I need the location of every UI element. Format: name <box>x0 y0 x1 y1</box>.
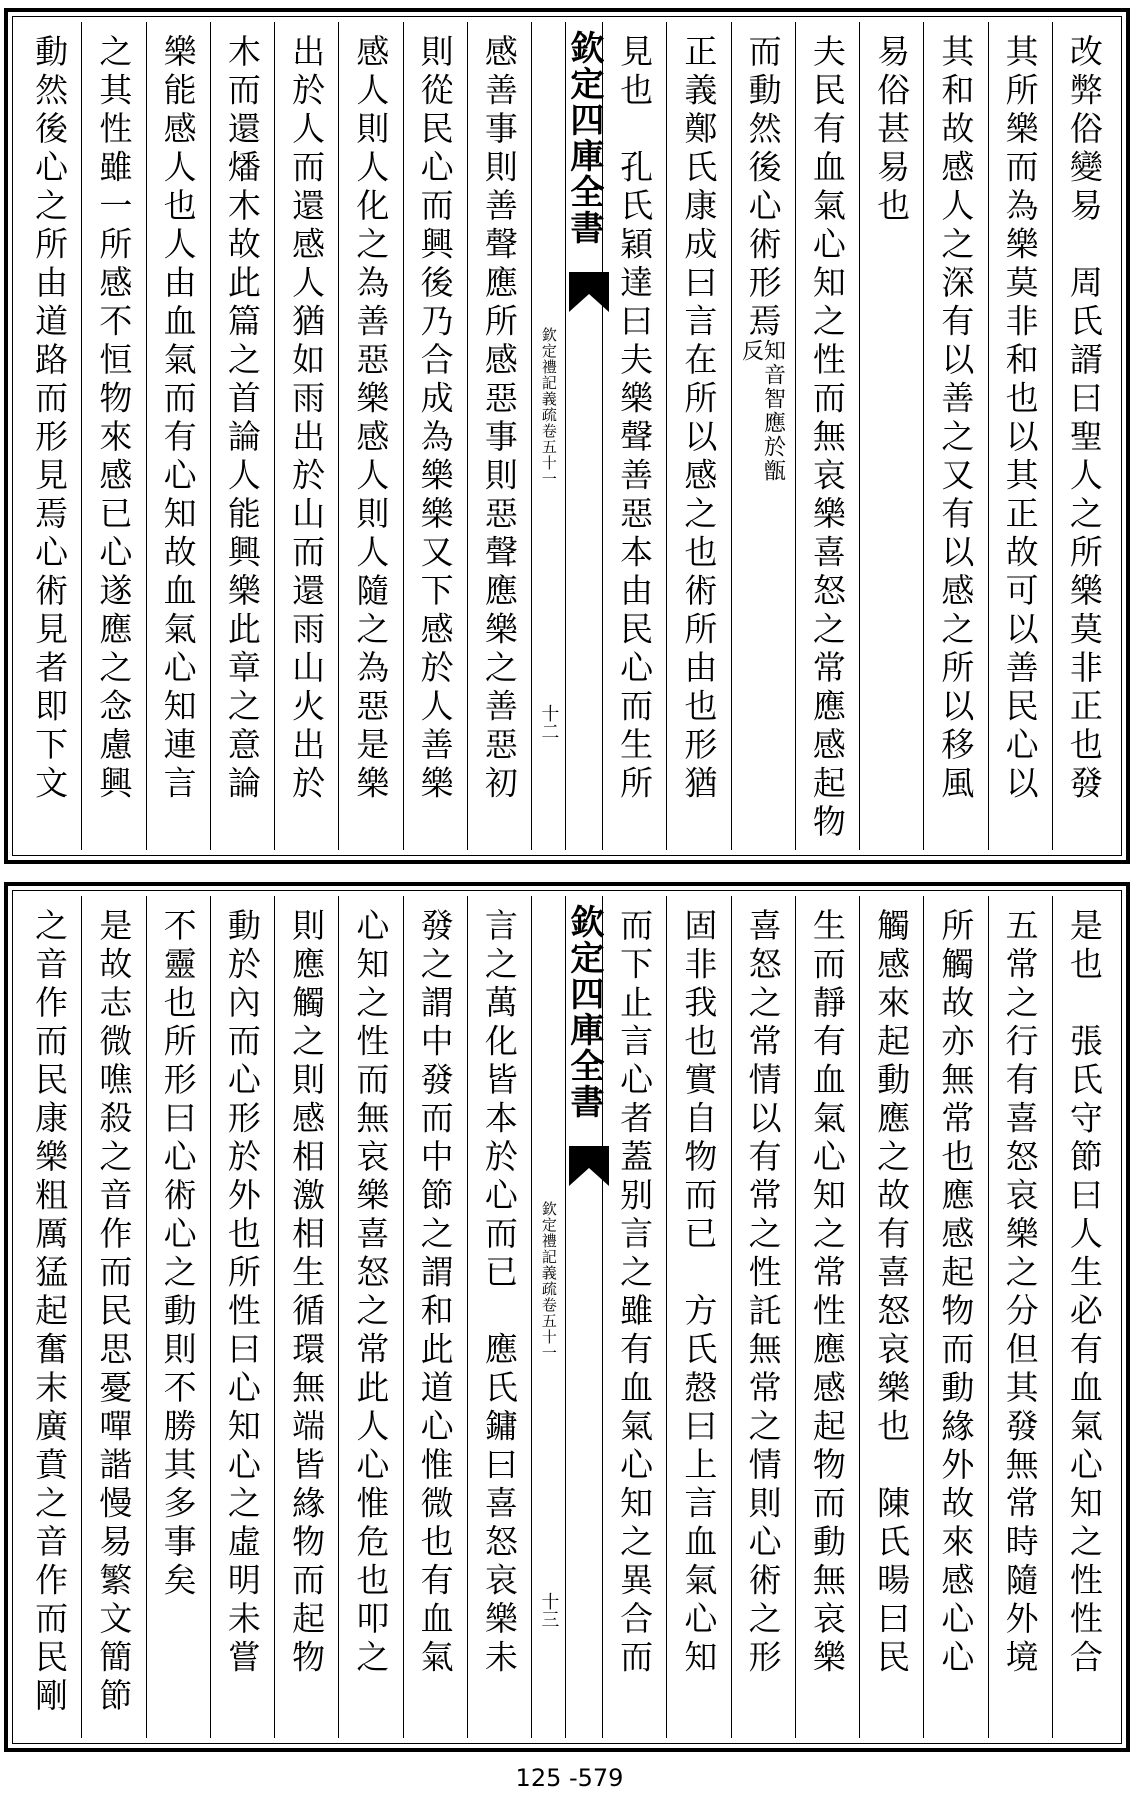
text-column <box>666 896 730 1738</box>
page-panel-top <box>4 8 1130 864</box>
fold-right <box>563 22 604 850</box>
column-text: 感善事則善聲應所感惡事則惡聲應樂之善惡初 <box>479 34 519 804</box>
page-number: 125 -579 <box>515 1764 624 1792</box>
text-column <box>795 22 859 850</box>
text-column <box>18 896 81 1738</box>
column-text: 喜怒之常情以有常之性託無常之情則心術之形 <box>743 908 783 1678</box>
text-column <box>731 22 795 850</box>
column-text: 正義鄭氏康成曰言在所以感之也術所由也形猶 <box>679 34 719 804</box>
text-column <box>602 896 666 1738</box>
column-text: 所觸故亦無常也應感起物而動緣外故來感心心 <box>936 908 976 1678</box>
column-text: 之音作而民康樂粗厲猛起奮末廣賁之音作而民剛 <box>30 908 70 1717</box>
fold-right <box>563 896 604 1738</box>
center-fold <box>531 896 602 1738</box>
text-column <box>602 22 666 850</box>
text-column <box>467 22 531 850</box>
text-column <box>859 896 923 1738</box>
text-column <box>81 896 145 1738</box>
text-columns-top <box>18 22 1116 850</box>
text-column <box>274 896 338 1738</box>
column-text: 感人則人化之為善惡樂感人則人隨之為惡是樂 <box>351 34 391 804</box>
column-text: 動於內而心形於外也所性曰心知心之虛明未嘗 <box>222 908 262 1678</box>
text-column <box>146 896 210 1738</box>
center-fold <box>531 22 602 850</box>
fold-subtitle: 欽定禮記義疏卷五十一 <box>539 327 558 487</box>
fold-title: 欽定四庫全書 <box>563 30 604 246</box>
column-text: 易俗甚易也 <box>872 34 912 227</box>
column-text: 其所樂而為樂莫非和也以其正故可以善民心以 <box>1000 34 1040 804</box>
text-column <box>467 896 531 1738</box>
text-column <box>146 22 210 850</box>
column-text: 出於人而還感人猶如雨出於山而還雨山火出於 <box>287 34 327 804</box>
fold-left <box>532 896 566 1738</box>
column-text: 而動然後心術形焉 <box>743 34 783 342</box>
column-text: 五常之行有喜怒哀樂之分但其發無常時隨外境 <box>1000 908 1040 1678</box>
fishtail-mark-icon <box>569 1146 609 1186</box>
column-text: 是故志微噍殺之音作而民思憂嘽諧慢易繁文簡節 <box>94 908 134 1717</box>
text-column <box>338 22 402 850</box>
column-text: 固非我也實自物而已 方氏慤曰上言血氣心知 <box>679 908 719 1678</box>
fold-subtitle: 欽定禮記義疏卷五十一 <box>539 1201 558 1361</box>
text-column <box>274 22 338 850</box>
fishtail-mark-icon <box>569 272 609 312</box>
column-text: 觸感來起動應之故有喜怒哀樂也 陳氏暘曰民 <box>872 908 912 1678</box>
text-column <box>923 22 987 850</box>
column-text: 木而還燔木故此篇之首論人能興樂此章之意論 <box>222 34 262 804</box>
text-column <box>988 896 1052 1738</box>
column-text: 樂能感人也人由血氣而有心知故血氣心知連言 <box>158 34 198 804</box>
column-text: 發之謂中發而中節之謂和此道心惟微也有血氣 <box>415 908 455 1678</box>
fold-page-number: 十二 <box>538 704 560 740</box>
column-text: 言之萬化皆本於心而已 應氏鏞曰喜怒哀樂未 <box>479 908 519 1678</box>
column-text: 其和故感人之深有以善之又有以感之所以移風 <box>936 34 976 804</box>
column-text: 則應觸之則感相激相生循環無端皆緣物而起物 <box>287 908 327 1678</box>
column-text: 而下止言心者蓋别言之雖有血氣心知之異合而 <box>615 908 655 1678</box>
column-text: 心知之性而無哀樂喜怒之常此人心惟危也叩之 <box>351 908 391 1678</box>
text-column <box>210 896 274 1738</box>
column-text: 動然後心之所由道路而形見焉心術見者即下文 <box>30 34 70 804</box>
column-text: 夫民有血氣心知之性而無哀樂喜怒之常應感起物 <box>807 34 847 843</box>
text-column <box>731 896 795 1738</box>
text-column <box>923 896 987 1738</box>
column-text: 生而靜有血氣心知之常性應感起物而動無哀樂 <box>807 908 847 1678</box>
text-column <box>795 896 859 1738</box>
text-column <box>338 896 402 1738</box>
page-panel-bottom <box>4 882 1130 1752</box>
column-text: 是也 張氏守節曰人生必有血氣心知之性性合 <box>1064 908 1104 1678</box>
text-column <box>859 22 923 850</box>
column-text: 改弊俗變易 周氏諝曰聖人之所樂莫非正也發 <box>1064 34 1104 804</box>
text-column <box>666 22 730 850</box>
text-column <box>403 22 467 850</box>
column-text: 不靈也所形曰心術心之動則不勝其多事矣 <box>158 908 198 1601</box>
text-column <box>1052 896 1116 1738</box>
text-column <box>403 896 467 1738</box>
fold-title: 欽定四庫全書 <box>563 904 604 1120</box>
annotation-note: 知音智應於甑反 <box>738 339 786 483</box>
text-column <box>18 22 81 850</box>
text-column <box>81 22 145 850</box>
text-column <box>988 22 1052 850</box>
text-column <box>1052 22 1116 850</box>
column-text: 見也 孔氏穎達曰夫樂聲善惡本由民心而生所 <box>615 34 655 804</box>
fold-page-number: 十三 <box>538 1592 560 1628</box>
fold-left <box>532 22 566 850</box>
text-columns-bottom <box>18 896 1116 1738</box>
column-text: 則從民心而興後乃合成為樂樂又下感於人善樂 <box>415 34 455 804</box>
text-column <box>210 22 274 850</box>
column-text: 之其性雖一所感不恒物來感已心遂應之念慮興 <box>94 34 134 804</box>
